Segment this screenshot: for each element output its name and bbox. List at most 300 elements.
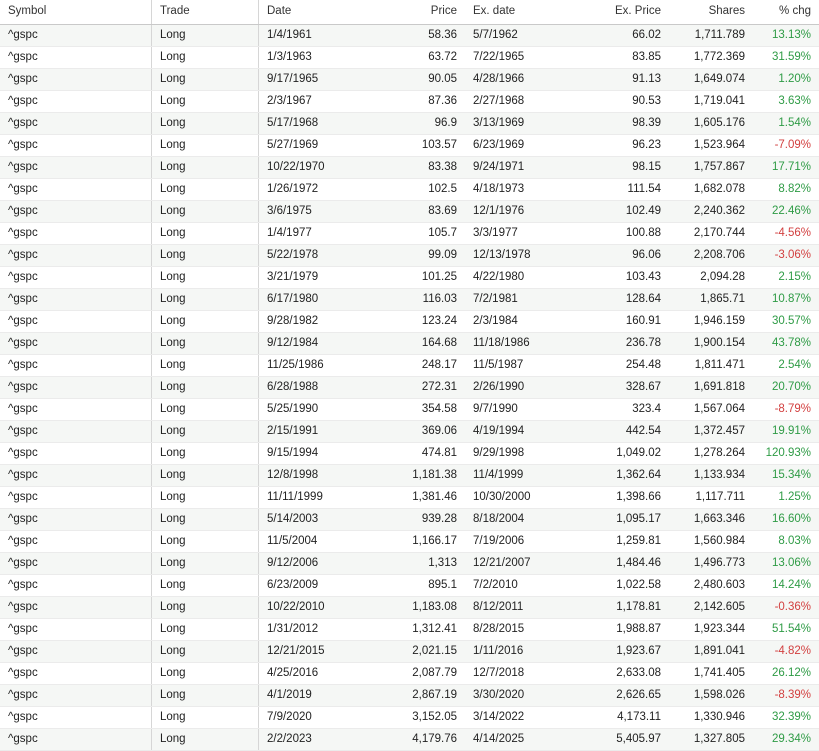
cell-symbol: ^gspc	[0, 487, 152, 509]
cell-date: 4/1/2019	[259, 685, 388, 707]
table-row[interactable]	[0, 597, 819, 619]
cell-price: 96.9	[387, 113, 465, 135]
cell-trade: Long	[152, 729, 259, 751]
table-row[interactable]	[0, 707, 819, 729]
table-row[interactable]	[0, 663, 819, 685]
column-header-ex-date[interactable]: Ex. date	[465, 0, 591, 25]
cell-ex-price: 103.43	[591, 267, 669, 289]
cell-ex-price: 83.85	[591, 47, 669, 69]
cell-shares: 1,946.159	[669, 311, 753, 333]
cell-trade: Long	[152, 553, 259, 575]
cell-pct-chg: 3.63%	[753, 91, 819, 113]
cell-trade: Long	[152, 487, 259, 509]
cell-shares: 2,240.362	[669, 201, 753, 223]
cell-date: 5/27/1969	[259, 135, 388, 157]
cell-ex-date: 3/30/2020	[465, 685, 591, 707]
cell-pct-chg: -7.09%	[753, 135, 819, 157]
cell-shares: 1,278.264	[669, 443, 753, 465]
table-row[interactable]	[0, 135, 819, 157]
cell-price: 164.68	[387, 333, 465, 355]
cell-shares: 1,605.176	[669, 113, 753, 135]
cell-ex-price: 90.53	[591, 91, 669, 113]
cell-ex-price: 1,362.64	[591, 465, 669, 487]
cell-ex-date: 12/7/2018	[465, 663, 591, 685]
cell-price: 1,183.08	[387, 597, 465, 619]
cell-pct-chg: 20.70%	[753, 377, 819, 399]
cell-symbol: ^gspc	[0, 377, 152, 399]
cell-date: 11/25/1986	[259, 355, 388, 377]
cell-date: 11/5/2004	[259, 531, 388, 553]
cell-date: 10/22/1970	[259, 157, 388, 179]
table-row[interactable]	[0, 487, 819, 509]
cell-ex-price: 91.13	[591, 69, 669, 91]
cell-ex-date: 2/27/1968	[465, 91, 591, 113]
cell-date: 2/3/1967	[259, 91, 388, 113]
cell-shares: 1,865.71	[669, 289, 753, 311]
cell-pct-chg: -3.06%	[753, 245, 819, 267]
cell-date: 12/21/2015	[259, 641, 388, 663]
cell-trade: Long	[152, 707, 259, 729]
header-row	[0, 0, 819, 25]
table-row[interactable]	[0, 531, 819, 553]
cell-ex-date: 7/22/1965	[465, 47, 591, 69]
cell-pct-chg: 10.87%	[753, 289, 819, 311]
cell-trade: Long	[152, 91, 259, 113]
cell-symbol: ^gspc	[0, 443, 152, 465]
cell-trade: Long	[152, 289, 259, 311]
cell-trade: Long	[152, 421, 259, 443]
cell-ex-date: 3/3/1977	[465, 223, 591, 245]
cell-ex-price: 96.23	[591, 135, 669, 157]
cell-ex-price: 1,178.81	[591, 597, 669, 619]
cell-symbol: ^gspc	[0, 641, 152, 663]
cell-pct-chg: 31.59%	[753, 47, 819, 69]
cell-pct-chg: 1.25%	[753, 487, 819, 509]
cell-symbol: ^gspc	[0, 421, 152, 443]
cell-price: 83.38	[387, 157, 465, 179]
cell-trade: Long	[152, 399, 259, 421]
cell-shares: 1,741.405	[669, 663, 753, 685]
cell-ex-price: 66.02	[591, 25, 669, 47]
cell-trade: Long	[152, 531, 259, 553]
cell-ex-price: 1,022.58	[591, 575, 669, 597]
cell-price: 99.09	[387, 245, 465, 267]
cell-pct-chg: -0.36%	[753, 597, 819, 619]
cell-pct-chg: -4.56%	[753, 223, 819, 245]
cell-date: 2/2/2023	[259, 729, 388, 751]
cell-ex-date: 8/18/2004	[465, 509, 591, 531]
cell-ex-price: 236.78	[591, 333, 669, 355]
cell-trade: Long	[152, 267, 259, 289]
table-body	[0, 25, 819, 751]
cell-date: 3/6/1975	[259, 201, 388, 223]
column-header-price[interactable]: Price	[387, 0, 465, 25]
table-row[interactable]	[0, 641, 819, 663]
table-row[interactable]	[0, 201, 819, 223]
cell-price: 354.58	[387, 399, 465, 421]
cell-shares: 1,772.369	[669, 47, 753, 69]
cell-ex-date: 9/7/1990	[465, 399, 591, 421]
table-row[interactable]	[0, 91, 819, 113]
cell-pct-chg: 14.24%	[753, 575, 819, 597]
cell-pct-chg: -4.82%	[753, 641, 819, 663]
cell-trade: Long	[152, 69, 259, 91]
table-row[interactable]	[0, 47, 819, 69]
cell-price: 87.36	[387, 91, 465, 113]
cell-trade: Long	[152, 157, 259, 179]
table-row[interactable]	[0, 619, 819, 641]
cell-date: 9/15/1994	[259, 443, 388, 465]
cell-ex-price: 1,988.87	[591, 619, 669, 641]
cell-shares: 1,567.064	[669, 399, 753, 421]
table-row[interactable]	[0, 465, 819, 487]
cell-shares: 1,523.964	[669, 135, 753, 157]
cell-date: 6/23/2009	[259, 575, 388, 597]
cell-price: 2,021.15	[387, 641, 465, 663]
cell-pct-chg: 120.93%	[753, 443, 819, 465]
cell-ex-price: 1,484.46	[591, 553, 669, 575]
cell-shares: 1,891.041	[669, 641, 753, 663]
table-row[interactable]	[0, 289, 819, 311]
cell-symbol: ^gspc	[0, 685, 152, 707]
cell-ex-price: 4,173.11	[591, 707, 669, 729]
cell-symbol: ^gspc	[0, 355, 152, 377]
cell-price: 474.81	[387, 443, 465, 465]
cell-shares: 2,480.603	[669, 575, 753, 597]
cell-symbol: ^gspc	[0, 25, 152, 47]
cell-pct-chg: 13.06%	[753, 553, 819, 575]
cell-ex-price: 323.4	[591, 399, 669, 421]
cell-symbol: ^gspc	[0, 509, 152, 531]
cell-pct-chg: 17.71%	[753, 157, 819, 179]
cell-price: 1,313	[387, 553, 465, 575]
cell-trade: Long	[152, 509, 259, 531]
cell-shares: 2,094.28	[669, 267, 753, 289]
cell-price: 63.72	[387, 47, 465, 69]
cell-pct-chg: 1.20%	[753, 69, 819, 91]
cell-pct-chg: 8.82%	[753, 179, 819, 201]
cell-trade: Long	[152, 575, 259, 597]
cell-pct-chg: 2.15%	[753, 267, 819, 289]
cell-date: 12/8/1998	[259, 465, 388, 487]
cell-date: 9/17/1965	[259, 69, 388, 91]
cell-ex-price: 2,626.65	[591, 685, 669, 707]
cell-ex-price: 5,405.97	[591, 729, 669, 751]
cell-symbol: ^gspc	[0, 179, 152, 201]
cell-ex-date: 6/23/1969	[465, 135, 591, 157]
cell-ex-price: 98.39	[591, 113, 669, 135]
cell-trade: Long	[152, 377, 259, 399]
cell-price: 1,166.17	[387, 531, 465, 553]
cell-symbol: ^gspc	[0, 465, 152, 487]
cell-shares: 1,649.074	[669, 69, 753, 91]
cell-ex-date: 4/28/1966	[465, 69, 591, 91]
cell-price: 101.25	[387, 267, 465, 289]
cell-shares: 1,496.773	[669, 553, 753, 575]
table-row[interactable]	[0, 333, 819, 355]
cell-date: 9/12/1984	[259, 333, 388, 355]
cell-trade: Long	[152, 465, 259, 487]
cell-pct-chg: 22.46%	[753, 201, 819, 223]
column-header-symbol[interactable]: Symbol	[0, 0, 152, 25]
cell-ex-date: 10/30/2000	[465, 487, 591, 509]
cell-date: 1/31/2012	[259, 619, 388, 641]
column-header-date[interactable]: Date	[259, 0, 388, 25]
table-row[interactable]	[0, 113, 819, 135]
cell-ex-price: 1,049.02	[591, 443, 669, 465]
cell-trade: Long	[152, 47, 259, 69]
cell-ex-price: 1,259.81	[591, 531, 669, 553]
cell-shares: 2,142.605	[669, 597, 753, 619]
cell-symbol: ^gspc	[0, 333, 152, 355]
cell-pct-chg: 15.34%	[753, 465, 819, 487]
cell-price: 369.06	[387, 421, 465, 443]
cell-symbol: ^gspc	[0, 157, 152, 179]
cell-trade: Long	[152, 25, 259, 47]
cell-shares: 1,923.344	[669, 619, 753, 641]
cell-ex-date: 4/14/2025	[465, 729, 591, 751]
cell-price: 895.1	[387, 575, 465, 597]
cell-price: 105.7	[387, 223, 465, 245]
table-row[interactable]	[0, 575, 819, 597]
cell-ex-date: 7/2/2010	[465, 575, 591, 597]
cell-shares: 1,133.934	[669, 465, 753, 487]
cell-pct-chg: -8.79%	[753, 399, 819, 421]
cell-symbol: ^gspc	[0, 267, 152, 289]
cell-price: 83.69	[387, 201, 465, 223]
cell-date: 3/21/1979	[259, 267, 388, 289]
cell-shares: 1,117.711	[669, 487, 753, 509]
cell-symbol: ^gspc	[0, 47, 152, 69]
cell-date: 5/17/1968	[259, 113, 388, 135]
cell-trade: Long	[152, 245, 259, 267]
cell-trade: Long	[152, 443, 259, 465]
cell-ex-date: 1/11/2016	[465, 641, 591, 663]
cell-ex-date: 4/18/1973	[465, 179, 591, 201]
cell-date: 1/4/1961	[259, 25, 388, 47]
cell-ex-price: 102.49	[591, 201, 669, 223]
table-row[interactable]	[0, 157, 819, 179]
cell-symbol: ^gspc	[0, 597, 152, 619]
cell-shares: 1,811.471	[669, 355, 753, 377]
cell-symbol: ^gspc	[0, 311, 152, 333]
cell-ex-price: 1,923.67	[591, 641, 669, 663]
cell-shares: 1,691.818	[669, 377, 753, 399]
cell-ex-date: 4/19/1994	[465, 421, 591, 443]
cell-ex-date: 11/18/1986	[465, 333, 591, 355]
cell-ex-date: 11/5/1987	[465, 355, 591, 377]
cell-ex-price: 111.54	[591, 179, 669, 201]
cell-pct-chg: 8.03%	[753, 531, 819, 553]
cell-shares: 1,330.946	[669, 707, 753, 729]
cell-symbol: ^gspc	[0, 619, 152, 641]
table-row[interactable]	[0, 377, 819, 399]
cell-price: 102.5	[387, 179, 465, 201]
cell-symbol: ^gspc	[0, 69, 152, 91]
table-row[interactable]	[0, 443, 819, 465]
cell-pct-chg: 2.54%	[753, 355, 819, 377]
cell-shares: 1,900.154	[669, 333, 753, 355]
cell-ex-date: 5/7/1962	[465, 25, 591, 47]
table-row[interactable]	[0, 421, 819, 443]
cell-shares: 1,327.805	[669, 729, 753, 751]
table-row[interactable]	[0, 25, 819, 47]
cell-pct-chg: 26.12%	[753, 663, 819, 685]
column-header-pct-chg[interactable]: % chg	[753, 0, 819, 25]
cell-ex-price: 100.88	[591, 223, 669, 245]
cell-ex-date: 4/22/1980	[465, 267, 591, 289]
cell-ex-price: 1,398.66	[591, 487, 669, 509]
cell-date: 1/3/1963	[259, 47, 388, 69]
cell-symbol: ^gspc	[0, 399, 152, 421]
cell-date: 5/22/1978	[259, 245, 388, 267]
cell-pct-chg: 30.57%	[753, 311, 819, 333]
cell-price: 272.31	[387, 377, 465, 399]
cell-symbol: ^gspc	[0, 707, 152, 729]
cell-symbol: ^gspc	[0, 663, 152, 685]
cell-ex-date: 3/13/1969	[465, 113, 591, 135]
cell-symbol: ^gspc	[0, 575, 152, 597]
cell-shares: 1,719.041	[669, 91, 753, 113]
cell-date: 1/4/1977	[259, 223, 388, 245]
cell-ex-date: 7/19/2006	[465, 531, 591, 553]
cell-pct-chg: 1.54%	[753, 113, 819, 135]
cell-price: 4,179.76	[387, 729, 465, 751]
cell-symbol: ^gspc	[0, 113, 152, 135]
cell-shares: 1,598.026	[669, 685, 753, 707]
cell-price: 1,181.38	[387, 465, 465, 487]
cell-ex-date: 3/14/2022	[465, 707, 591, 729]
cell-date: 6/28/1988	[259, 377, 388, 399]
cell-pct-chg: 19.91%	[753, 421, 819, 443]
cell-trade: Long	[152, 223, 259, 245]
cell-ex-date: 12/21/2007	[465, 553, 591, 575]
cell-price: 939.28	[387, 509, 465, 531]
cell-price: 2,867.19	[387, 685, 465, 707]
cell-trade: Long	[152, 179, 259, 201]
cell-ex-date: 8/28/2015	[465, 619, 591, 641]
cell-ex-date: 8/12/2011	[465, 597, 591, 619]
cell-price: 2,087.79	[387, 663, 465, 685]
cell-symbol: ^gspc	[0, 245, 152, 267]
cell-price: 1,381.46	[387, 487, 465, 509]
table-row[interactable]	[0, 399, 819, 421]
cell-trade: Long	[152, 663, 259, 685]
cell-ex-price: 442.54	[591, 421, 669, 443]
cell-ex-date: 2/26/1990	[465, 377, 591, 399]
table-row[interactable]	[0, 311, 819, 333]
cell-price: 1,312.41	[387, 619, 465, 641]
cell-pct-chg: 51.54%	[753, 619, 819, 641]
cell-ex-price: 2,633.08	[591, 663, 669, 685]
cell-trade: Long	[152, 113, 259, 135]
cell-date: 1/26/1972	[259, 179, 388, 201]
cell-ex-price: 128.64	[591, 289, 669, 311]
table-row[interactable]	[0, 223, 819, 245]
cell-pct-chg: -8.39%	[753, 685, 819, 707]
cell-ex-price: 1,095.17	[591, 509, 669, 531]
cell-trade: Long	[152, 597, 259, 619]
table-row[interactable]	[0, 509, 819, 531]
cell-trade: Long	[152, 311, 259, 333]
cell-trade: Long	[152, 685, 259, 707]
table-row[interactable]	[0, 355, 819, 377]
cell-ex-price: 98.15	[591, 157, 669, 179]
cell-ex-date: 9/24/1971	[465, 157, 591, 179]
cell-ex-price: 254.48	[591, 355, 669, 377]
cell-date: 5/14/2003	[259, 509, 388, 531]
cell-trade: Long	[152, 201, 259, 223]
cell-ex-date: 2/3/1984	[465, 311, 591, 333]
table-row[interactable]	[0, 179, 819, 201]
cell-date: 5/25/1990	[259, 399, 388, 421]
cell-trade: Long	[152, 619, 259, 641]
cell-shares: 1,663.346	[669, 509, 753, 531]
cell-symbol: ^gspc	[0, 531, 152, 553]
cell-date: 6/17/1980	[259, 289, 388, 311]
cell-price: 3,152.05	[387, 707, 465, 729]
cell-date: 11/11/1999	[259, 487, 388, 509]
cell-ex-price: 160.91	[591, 311, 669, 333]
cell-symbol: ^gspc	[0, 91, 152, 113]
column-header-trade[interactable]: Trade	[152, 0, 259, 25]
cell-trade: Long	[152, 333, 259, 355]
cell-price: 58.36	[387, 25, 465, 47]
cell-price: 248.17	[387, 355, 465, 377]
table-row[interactable]	[0, 69, 819, 91]
cell-ex-date: 12/1/1976	[465, 201, 591, 223]
cell-pct-chg: 13.13%	[753, 25, 819, 47]
table-row[interactable]	[0, 685, 819, 707]
cell-ex-date: 11/4/1999	[465, 465, 591, 487]
cell-shares: 2,208.706	[669, 245, 753, 267]
cell-date: 2/15/1991	[259, 421, 388, 443]
cell-symbol: ^gspc	[0, 135, 152, 157]
cell-pct-chg: 16.60%	[753, 509, 819, 531]
cell-ex-price: 328.67	[591, 377, 669, 399]
column-header-ex-price[interactable]: Ex. Price	[591, 0, 669, 25]
table-header	[0, 0, 819, 25]
cell-shares: 1,757.867	[669, 157, 753, 179]
cell-date: 4/25/2016	[259, 663, 388, 685]
cell-price: 116.03	[387, 289, 465, 311]
cell-symbol: ^gspc	[0, 289, 152, 311]
cell-shares: 1,372.457	[669, 421, 753, 443]
cell-trade: Long	[152, 641, 259, 663]
cell-pct-chg: 43.78%	[753, 333, 819, 355]
table-row[interactable]	[0, 267, 819, 289]
cell-trade: Long	[152, 355, 259, 377]
cell-ex-date: 7/2/1981	[465, 289, 591, 311]
cell-shares: 1,711.789	[669, 25, 753, 47]
cell-price: 90.05	[387, 69, 465, 91]
table-row[interactable]	[0, 245, 819, 267]
cell-shares: 1,560.984	[669, 531, 753, 553]
cell-symbol: ^gspc	[0, 553, 152, 575]
cell-pct-chg: 29.34%	[753, 729, 819, 751]
cell-date: 7/9/2020	[259, 707, 388, 729]
cell-shares: 1,682.078	[669, 179, 753, 201]
cell-ex-date: 12/13/1978	[465, 245, 591, 267]
cell-ex-price: 96.06	[591, 245, 669, 267]
cell-price: 123.24	[387, 311, 465, 333]
cell-trade: Long	[152, 135, 259, 157]
cell-ex-date: 9/29/1998	[465, 443, 591, 465]
table-row[interactable]	[0, 553, 819, 575]
column-header-shares[interactable]: Shares	[669, 0, 753, 25]
cell-symbol: ^gspc	[0, 201, 152, 223]
table-row[interactable]	[0, 729, 819, 751]
